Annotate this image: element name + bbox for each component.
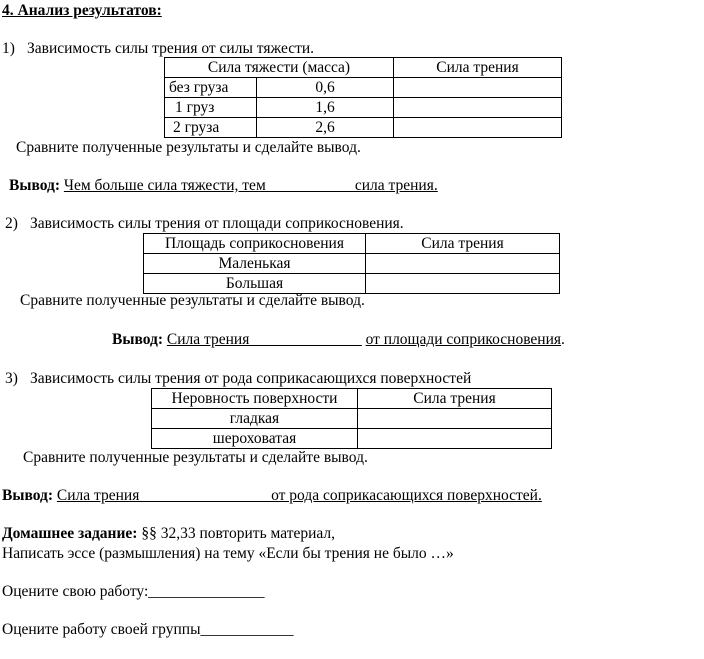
conclusion-label: Вывод: xyxy=(2,487,54,504)
table-row xyxy=(144,254,560,274)
gravity-table xyxy=(164,57,562,138)
item2-heading: Зависимость силы трения от площади соприкосновения. xyxy=(30,215,404,232)
item2-compare: Сравните полученные результаты и сделайте вывод. xyxy=(20,292,365,309)
conclusion-text-2: от площади соприкосновения xyxy=(365,331,562,348)
empty-cell[interactable] xyxy=(366,274,560,294)
conclusion-end: . xyxy=(561,331,565,348)
table-row xyxy=(144,274,560,294)
column-header: Сила тяжести (масса) xyxy=(165,58,394,78)
row-label: гладкая xyxy=(152,409,358,429)
table-row xyxy=(165,98,562,118)
column-header: Сила трения xyxy=(358,389,552,409)
item1-compare: Сравните полученные результаты и сделайте вывод. xyxy=(16,139,361,156)
row-label: Большая xyxy=(144,274,366,294)
item2-number: 2) xyxy=(5,215,18,232)
section-title: 4. Анализ результатов: xyxy=(2,2,162,19)
conclusion-text: Чем больше сила тяжести, тем ___________сила трения. xyxy=(63,177,438,194)
rate-group: Оцените работу своей группы____________ xyxy=(2,621,294,638)
empty-cell[interactable] xyxy=(358,429,552,449)
item3-compare: Сравните полученные результаты и сделайте вывод. xyxy=(23,449,368,466)
row-label: 2 груза xyxy=(165,118,257,138)
column-header: Неровность поверхности xyxy=(152,389,358,409)
homework-text: §§ 32,33 повторить материал, xyxy=(141,525,336,542)
row-label: 1 груз xyxy=(165,98,257,118)
column-header: Сила трения xyxy=(366,234,560,254)
homework-line1 xyxy=(2,525,335,543)
conclusion-label: Вывод: xyxy=(9,177,61,194)
empty-cell[interactable] xyxy=(394,98,562,118)
table-header-row xyxy=(152,389,552,409)
row-label: без груза xyxy=(165,78,257,98)
item3-conclusion xyxy=(2,487,542,505)
column-header: Сила трения xyxy=(394,58,562,78)
empty-cell[interactable] xyxy=(358,409,552,429)
table-header-row xyxy=(144,234,560,254)
row-value: 0,6 xyxy=(257,78,394,98)
row-value: 2,6 xyxy=(257,118,394,138)
row-label: шероховатая xyxy=(152,429,358,449)
area-table xyxy=(143,233,560,294)
table-row xyxy=(165,118,562,138)
table-row xyxy=(165,78,562,98)
row-value: 1,6 xyxy=(257,98,394,118)
item3-heading: Зависимость силы трения от рода соприкасающихся поверхностей xyxy=(30,370,472,387)
conclusion-label: Вывод: xyxy=(112,331,164,348)
conclusion-text: Сила трения_________________от рода соприкасающихся поверхностей. xyxy=(56,487,542,504)
item2-conclusion xyxy=(112,331,565,349)
row-label: Маленькая xyxy=(144,254,366,274)
item1-number: 1) xyxy=(2,40,15,57)
conclusion-text: Сила трения ______________ xyxy=(166,331,362,348)
table-row xyxy=(152,429,552,449)
item3-number: 3) xyxy=(5,370,18,387)
empty-cell[interactable] xyxy=(394,118,562,138)
table-header-row xyxy=(165,58,562,78)
homework-label: Домашнее задание: xyxy=(2,525,138,542)
rate-self: Оцените свою работу:_______________ xyxy=(2,583,265,600)
empty-cell[interactable] xyxy=(366,254,560,274)
item1-conclusion xyxy=(9,177,438,195)
empty-cell[interactable] xyxy=(394,78,562,98)
column-header: Площадь соприкосновения xyxy=(144,234,366,254)
surface-table xyxy=(151,388,552,449)
homework-line2: Написать эссе (размышления) на тему «Если бы трения не было …» xyxy=(2,545,454,562)
table-row xyxy=(152,409,552,429)
item1-heading: Зависимость силы трения от силы тяжести. xyxy=(27,40,315,57)
